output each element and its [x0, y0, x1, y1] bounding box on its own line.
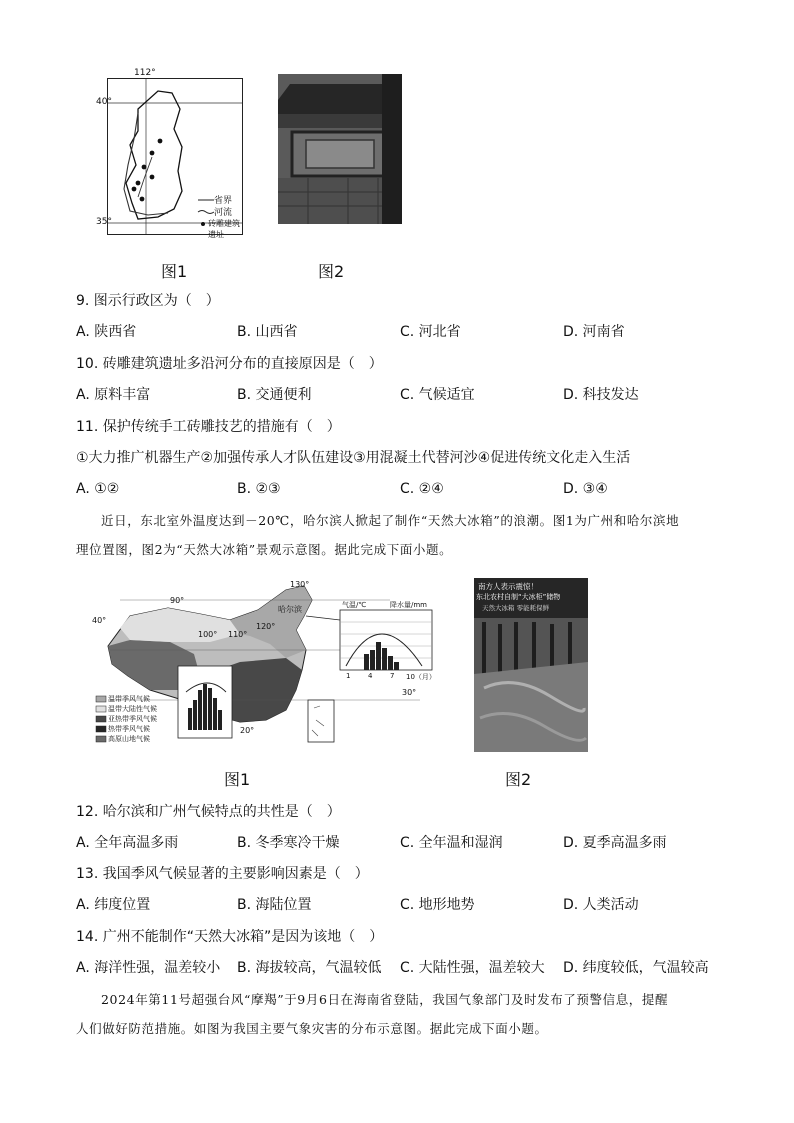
- question-11-stem: 11. 保护传统手工砖雕技艺的措施有（ ）: [76, 419, 341, 435]
- chart-month-1: 1: [346, 672, 351, 680]
- chart-temp-label: 气温/℃: [342, 601, 367, 609]
- question-14-option-a[interactable]: A. 海洋性强，温差较小: [76, 960, 221, 976]
- ice-box-photo: [474, 578, 588, 752]
- map-lat-30: 30°: [402, 688, 417, 697]
- brick-carving-photo: [278, 74, 402, 224]
- chart-month-4: 4: [368, 672, 373, 680]
- intro-2-line-1: 2024年第11号超强台风“摩羯”于9月6日在海南省登陆，我国气象部门及时发布了预警信息，提醒: [101, 992, 669, 1007]
- question-12-stem: 12. 哈尔滨和广州气候特点的共性是（ ）: [76, 804, 341, 820]
- question-14-option-b[interactable]: B. 海拔较高，气温较低: [237, 960, 382, 976]
- lat-bottom-label: 35°: [96, 217, 112, 227]
- question-14-option-c[interactable]: C. 大陆性强，温差较大: [400, 960, 545, 976]
- intro-2-line-2: 人们做好防范措施。如图为我国主要气象灾害的分布示意图。据此完成下面小题。: [76, 1021, 548, 1036]
- question-13-stem: 13. 我国季风气候显著的主要影响因素是（ ）: [76, 866, 369, 882]
- top-caption-1: 图1: [161, 262, 188, 281]
- middle-caption-2: 图2: [505, 770, 532, 789]
- question-9-option-c[interactable]: C. 河北省: [400, 324, 461, 340]
- question-11-option-d[interactable]: D. ③④: [563, 481, 608, 497]
- question-11-option-b[interactable]: B. ②③: [237, 481, 281, 497]
- question-10-option-a[interactable]: A. 原料丰富: [76, 387, 151, 403]
- legend-site-label: 砖雕建筑遗址: [208, 219, 240, 239]
- map-lat-40: 40°: [92, 616, 107, 625]
- legend-plateau: 高原山地气候: [108, 735, 150, 743]
- map-lat-20: 20°: [240, 726, 255, 735]
- question-11-option-a[interactable]: A. ①②: [76, 481, 120, 497]
- legend-temperate-monsoon: 温带季风气候: [108, 695, 150, 703]
- lat-top-label: 40°: [96, 97, 112, 107]
- legend-border-label: 省界: [214, 196, 233, 206]
- map-lon-130: 130°: [290, 580, 310, 589]
- top-caption-2: 图2: [318, 262, 345, 281]
- question-11-option-c[interactable]: C. ②④: [400, 481, 444, 497]
- question-12-option-d[interactable]: D. 夏季高温多雨: [563, 835, 667, 851]
- intro-1-line-1: 近日，东北室外温度达到－20℃，哈尔滨人掀起了制作“天然大冰箱”的浪潮。图1为广州和哈尔滨地: [101, 513, 680, 528]
- brick-carving-drawing: [278, 74, 402, 224]
- question-10-option-b[interactable]: B. 交通便利: [237, 387, 312, 403]
- chart-month-7: 7: [390, 672, 395, 680]
- photo-headline-3: 天然大冰箱 零能耗保鲜: [482, 604, 550, 612]
- map-lon-100: 100°: [198, 630, 218, 639]
- question-11-items: ①大力推广机器生产②加强传承人才队伍建设③用混凝土代替河沙④促进传统文化走入生活: [76, 450, 631, 466]
- middle-caption-1: 图1: [224, 770, 251, 789]
- question-9-option-b[interactable]: B. 山西省: [237, 324, 298, 340]
- province-map-figure: [96, 78, 243, 239]
- question-14-stem: 14. 广州不能制作“天然大冰箱”是因为该地（ ）: [76, 929, 384, 945]
- lon-label: 112°: [134, 68, 156, 78]
- legend-tropical-monsoon: 热带季风气候: [108, 725, 150, 733]
- photo-headline-1: 南方人表示震惊！: [478, 582, 538, 591]
- question-13-option-d[interactable]: D. 人类活动: [563, 897, 639, 913]
- question-9-stem: 9. 图示行政区为（ ）: [76, 293, 220, 309]
- photo-headline-2: 东北农村自制“大冰柜”储物: [476, 593, 561, 601]
- chart-month-10: 10（月）: [406, 673, 436, 681]
- legend-temperate-continental: 温带大陆性气候: [108, 705, 157, 713]
- question-12-option-a[interactable]: A. 全年高温多雨: [76, 835, 179, 851]
- question-14-option-d[interactable]: D. 纬度较低，气温较高: [563, 960, 709, 976]
- question-13-option-c[interactable]: C. 地形地势: [400, 897, 475, 913]
- question-10-option-c[interactable]: C. 气候适宜: [400, 387, 475, 403]
- question-10-option-d[interactable]: D. 科技发达: [563, 387, 639, 403]
- legend-river-label: 河流: [214, 208, 233, 218]
- question-13-option-a[interactable]: A. 纬度位置: [76, 897, 151, 913]
- question-9-option-d[interactable]: D. 河南省: [563, 324, 625, 340]
- map-lon-110: 110°: [228, 630, 248, 639]
- chart-precip-label: 降水量/mm: [390, 601, 427, 609]
- question-13-option-b[interactable]: B. 海陆位置: [237, 897, 312, 913]
- question-10-stem: 10. 砖雕建筑遗址多沿河分布的直接原因是（ ）: [76, 356, 383, 372]
- map-lon-120: 120°: [256, 622, 276, 631]
- harbin-label: 哈尔滨: [278, 605, 302, 614]
- china-climate-map: [90, 580, 435, 750]
- question-9-option-a[interactable]: A. 陕西省: [76, 324, 137, 340]
- question-12-option-c[interactable]: C. 全年温和湿润: [400, 835, 503, 851]
- intro-1-line-2: 理位置图，图2为“天然大冰箱”景观示意图。据此完成下面小题。: [76, 542, 453, 557]
- map-lon-90: 90°: [170, 596, 185, 605]
- question-12-option-b[interactable]: B. 冬季寒冷干燥: [237, 835, 340, 851]
- legend-subtropical-monsoon: 亚热带季风气候: [108, 715, 157, 723]
